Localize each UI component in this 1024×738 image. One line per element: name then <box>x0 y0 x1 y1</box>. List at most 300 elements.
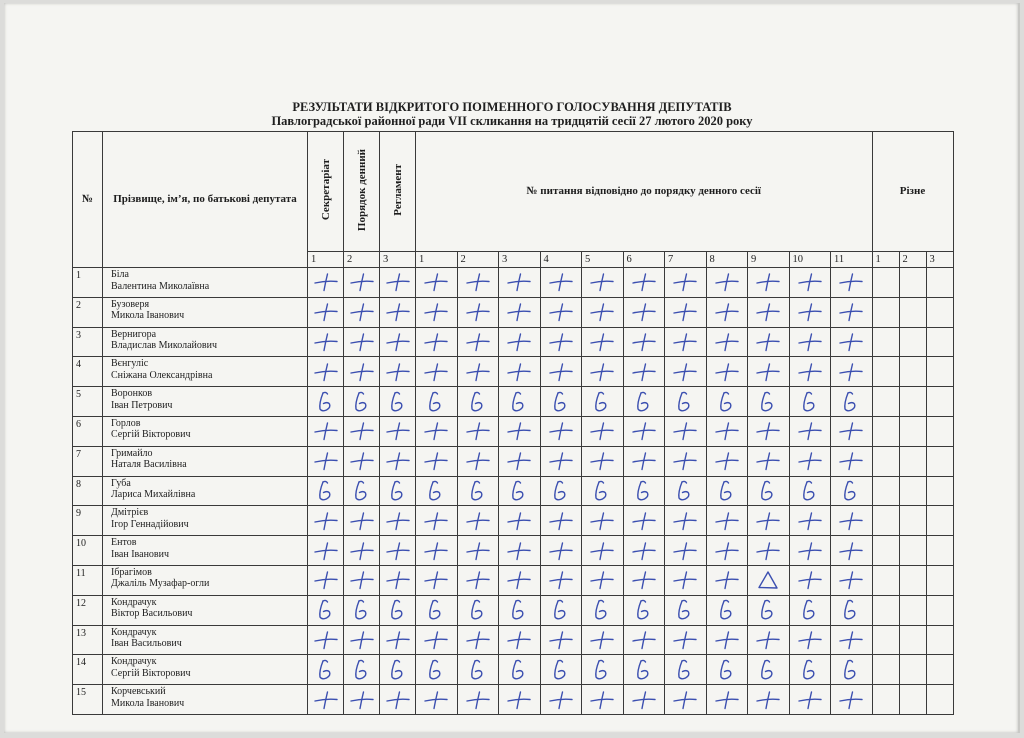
absent-mark <box>416 476 458 506</box>
deputy-surname: Дмітрієв <box>111 507 149 519</box>
absent-mark <box>831 655 873 685</box>
vote-for-mark <box>416 357 458 387</box>
deputy-surname: Воронков <box>111 388 153 400</box>
vote-for-mark <box>789 536 831 566</box>
deputy-name-cell <box>103 655 308 685</box>
vote-for-mark <box>748 506 790 536</box>
table-row <box>73 506 954 536</box>
vote-for-mark <box>457 565 499 595</box>
other-cell <box>872 565 899 595</box>
absent-mark <box>831 387 873 417</box>
vote-for-mark <box>748 446 790 476</box>
header-subnumber: 2 <box>899 252 926 268</box>
absent-mark <box>308 595 344 625</box>
vote-for-mark <box>582 685 624 715</box>
other-cell <box>899 685 926 715</box>
vote-for-mark <box>344 297 380 327</box>
absent-mark <box>308 387 344 417</box>
absent-mark <box>831 595 873 625</box>
vote-for-mark <box>831 297 873 327</box>
vote-for-mark <box>789 565 831 595</box>
vote-for-mark <box>499 416 541 446</box>
vote-for-mark <box>308 357 344 387</box>
deputy-surname: Гримайло <box>111 447 153 459</box>
absent-mark <box>623 387 665 417</box>
vote-for-mark <box>344 268 380 298</box>
other-cell <box>926 357 953 387</box>
header-subnumber: 1 <box>416 252 458 268</box>
vote-for-mark <box>380 327 416 357</box>
other-cell <box>872 446 899 476</box>
vote-for-mark <box>540 685 582 715</box>
vote-for-mark <box>416 506 458 536</box>
vote-for-mark <box>540 327 582 357</box>
vote-for-mark <box>540 297 582 327</box>
absent-mark <box>457 476 499 506</box>
header-subnumber: 3 <box>380 252 416 268</box>
deputy-surname: Вєнгуліс <box>111 358 149 370</box>
deputy-given-name: Віктор Васильович <box>111 608 193 620</box>
vote-for-mark <box>457 446 499 476</box>
absent-mark <box>499 595 541 625</box>
absent-mark <box>706 387 748 417</box>
vote-for-mark <box>831 357 873 387</box>
vote-for-mark <box>457 327 499 357</box>
vote-for-mark <box>582 297 624 327</box>
deputy-surname: Вернигора <box>111 328 157 340</box>
vote-for-mark <box>380 536 416 566</box>
other-cell <box>899 268 926 298</box>
vote-for-mark <box>380 625 416 655</box>
absent-mark <box>706 655 748 685</box>
other-cell <box>926 476 953 506</box>
deputy-name-cell <box>103 476 308 506</box>
header-subnumber: 9 <box>748 252 790 268</box>
deputy-name-cell <box>103 506 308 536</box>
other-cell <box>872 506 899 536</box>
header-subnumber: 2 <box>344 252 380 268</box>
vote-for-mark <box>706 268 748 298</box>
other-cell <box>899 506 926 536</box>
header-regulations <box>380 132 416 252</box>
other-cell <box>872 387 899 417</box>
deputy-surname: Кондрачук <box>111 656 157 668</box>
other-cell <box>872 655 899 685</box>
absent-mark <box>706 476 748 506</box>
other-cell <box>899 357 926 387</box>
vote-for-mark <box>665 446 707 476</box>
other-cell <box>872 268 899 298</box>
vote-for-mark <box>789 327 831 357</box>
vote-for-mark <box>831 327 873 357</box>
header-subnumber: 8 <box>706 252 748 268</box>
deputy-name-cell <box>103 536 308 566</box>
deputy-surname: Горлов <box>111 417 141 429</box>
vote-for-mark <box>308 625 344 655</box>
vote-for-mark <box>308 565 344 595</box>
vote-for-mark <box>831 565 873 595</box>
vote-for-mark <box>308 327 344 357</box>
vote-for-mark <box>665 268 707 298</box>
vote-for-mark <box>499 446 541 476</box>
vote-for-mark <box>344 327 380 357</box>
vote-for-mark <box>623 416 665 446</box>
vote-for-mark <box>499 625 541 655</box>
header-subnumber: 6 <box>623 252 665 268</box>
vote-for-mark <box>582 506 624 536</box>
vote-for-mark <box>831 536 873 566</box>
other-cell <box>926 536 953 566</box>
vote-for-mark <box>457 685 499 715</box>
absent-mark <box>416 387 458 417</box>
vote-for-mark <box>623 685 665 715</box>
row-number: 2 <box>73 297 103 327</box>
header-subnumber: 10 <box>789 252 831 268</box>
header-subnumber: 3 <box>926 252 953 268</box>
absent-mark <box>789 655 831 685</box>
vote-for-mark <box>665 327 707 357</box>
table-row <box>73 357 954 387</box>
vote-for-mark <box>706 416 748 446</box>
deputy-name-cell <box>103 625 308 655</box>
absent-mark <box>748 476 790 506</box>
deputy-given-name: Сергій Вікторович <box>111 429 191 441</box>
absent-mark <box>457 595 499 625</box>
vote-for-mark <box>499 297 541 327</box>
absent-mark <box>582 476 624 506</box>
vote-for-mark <box>665 536 707 566</box>
vote-for-mark <box>748 625 790 655</box>
absent-mark <box>623 655 665 685</box>
deputy-given-name: Ігор Геннадійович <box>111 518 189 530</box>
absent-mark <box>308 476 344 506</box>
vote-for-mark <box>540 536 582 566</box>
vote-for-mark <box>540 416 582 446</box>
absent-mark <box>416 655 458 685</box>
other-cell <box>872 297 899 327</box>
vote-for-mark <box>623 625 665 655</box>
vote-for-mark <box>457 357 499 387</box>
row-number: 1 <box>73 268 103 298</box>
vote-for-mark <box>789 357 831 387</box>
absent-mark <box>457 387 499 417</box>
other-cell <box>926 685 953 715</box>
vote-for-mark <box>457 506 499 536</box>
absent-mark <box>380 476 416 506</box>
other-cell <box>926 387 953 417</box>
vote-for-mark <box>499 685 541 715</box>
header-other: Різне <box>872 132 953 252</box>
deputy-surname: Корчевський <box>111 686 166 698</box>
deputy-name-cell <box>103 685 308 715</box>
deputy-given-name: Сергій Вікторович <box>111 667 191 679</box>
vote-for-mark <box>706 536 748 566</box>
other-cell <box>926 446 953 476</box>
vote-for-mark <box>623 565 665 595</box>
vote-for-mark <box>457 268 499 298</box>
deputy-given-name: Валентина Миколаївна <box>111 280 210 292</box>
vote-for-mark <box>499 536 541 566</box>
deputy-surname: Губа <box>111 477 131 489</box>
vote-for-mark <box>457 625 499 655</box>
vote-for-mark <box>499 357 541 387</box>
row-number: 12 <box>73 595 103 625</box>
vote-for-mark <box>665 565 707 595</box>
absent-mark <box>623 595 665 625</box>
vote-for-mark <box>623 357 665 387</box>
deputy-surname: Біла <box>111 269 129 280</box>
absent-mark <box>582 655 624 685</box>
header-subnumber: 3 <box>499 252 541 268</box>
document-subtitle: Павлоградської районної ради VII скликання на тридцятій сесії 27 лютого 2020 року <box>271 114 753 128</box>
absent-mark <box>540 476 582 506</box>
vote-for-mark <box>623 536 665 566</box>
table-body <box>73 268 954 715</box>
absent-mark <box>308 655 344 685</box>
vote-for-mark <box>789 446 831 476</box>
vote-for-mark <box>748 685 790 715</box>
table-row <box>73 685 954 715</box>
other-cell <box>926 268 953 298</box>
header-subnumber: 1 <box>308 252 344 268</box>
vote-for-mark <box>789 297 831 327</box>
vote-for-mark <box>540 565 582 595</box>
vote-for-mark <box>416 446 458 476</box>
vote-for-mark <box>540 625 582 655</box>
deputy-given-name: Микола Іванович <box>111 697 185 709</box>
row-number: 3 <box>73 327 103 357</box>
table-row <box>73 327 954 357</box>
row-number: 9 <box>73 506 103 536</box>
vote-for-mark <box>308 446 344 476</box>
vote-for-mark <box>748 357 790 387</box>
vote-for-mark <box>789 416 831 446</box>
vote-for-mark <box>344 536 380 566</box>
absent-mark <box>665 655 707 685</box>
deputy-given-name: Наталя Василівна <box>111 459 187 471</box>
vote-for-mark <box>706 685 748 715</box>
row-number: 15 <box>73 685 103 715</box>
deputy-name-cell <box>103 446 308 476</box>
deputy-surname: Ібрагімов <box>111 566 152 578</box>
vote-for-mark <box>582 268 624 298</box>
vote-for-mark <box>499 506 541 536</box>
vote-for-mark <box>416 685 458 715</box>
vote-for-mark <box>308 536 344 566</box>
other-cell <box>926 416 953 446</box>
header-regulations-label: Регламент <box>391 164 404 216</box>
absent-mark <box>344 476 380 506</box>
table-row <box>73 536 954 566</box>
other-cell <box>926 297 953 327</box>
vote-for-mark <box>582 327 624 357</box>
row-number: 13 <box>73 625 103 655</box>
vote-for-mark <box>308 268 344 298</box>
absent-mark <box>499 387 541 417</box>
absent-mark <box>665 595 707 625</box>
other-cell <box>926 565 953 595</box>
vote-for-mark <box>665 625 707 655</box>
absent-mark <box>789 387 831 417</box>
vote-for-mark <box>789 685 831 715</box>
vote-for-mark <box>540 357 582 387</box>
vote-for-mark <box>380 685 416 715</box>
absent-mark <box>748 655 790 685</box>
deputy-name-cell <box>103 357 308 387</box>
vote-for-mark <box>499 268 541 298</box>
vote-for-mark <box>380 297 416 327</box>
header-number: № <box>73 132 103 268</box>
vote-for-mark <box>623 268 665 298</box>
table-row <box>73 625 954 655</box>
absent-mark <box>344 595 380 625</box>
deputy-name-cell <box>103 565 308 595</box>
table-row <box>73 595 954 625</box>
absent-mark <box>665 476 707 506</box>
other-cell <box>899 297 926 327</box>
deputy-name-cell <box>103 595 308 625</box>
other-cell <box>899 476 926 506</box>
vote-for-mark <box>706 565 748 595</box>
vote-for-mark <box>344 625 380 655</box>
deputy-name-cell <box>103 327 308 357</box>
other-cell <box>926 625 953 655</box>
row-number: 10 <box>73 536 103 566</box>
other-cell <box>926 327 953 357</box>
table-row <box>73 565 954 595</box>
vote-for-mark <box>308 297 344 327</box>
table-row <box>73 297 954 327</box>
vote-for-mark <box>499 327 541 357</box>
vote-for-mark <box>665 297 707 327</box>
vote-for-mark <box>416 565 458 595</box>
vote-for-mark <box>344 357 380 387</box>
vote-for-mark <box>540 446 582 476</box>
vote-for-mark <box>380 357 416 387</box>
vote-for-mark <box>344 565 380 595</box>
row-number: 11 <box>73 565 103 595</box>
other-cell <box>926 655 953 685</box>
header-subnumber: 7 <box>665 252 707 268</box>
absent-mark <box>582 595 624 625</box>
other-cell <box>899 595 926 625</box>
deputy-given-name: Сніжана Олександрівна <box>111 369 213 381</box>
vote-for-mark <box>308 416 344 446</box>
vote-for-mark <box>831 446 873 476</box>
vote-for-mark <box>582 446 624 476</box>
vote-for-mark <box>748 416 790 446</box>
deputy-given-name: Іван Васильович <box>111 638 182 650</box>
vote-for-mark <box>706 297 748 327</box>
table-row <box>73 476 954 506</box>
row-number: 5 <box>73 387 103 417</box>
other-cell <box>872 685 899 715</box>
header-name: Прізвище, ім’я, по батькові депутата <box>103 132 308 268</box>
vote-for-mark <box>457 536 499 566</box>
table-row <box>73 268 954 298</box>
vote-for-mark <box>582 536 624 566</box>
vote-for-mark <box>582 416 624 446</box>
absent-mark <box>789 595 831 625</box>
absent-mark <box>416 595 458 625</box>
absent-mark <box>540 595 582 625</box>
vote-for-mark <box>623 327 665 357</box>
vote-for-mark <box>582 625 624 655</box>
deputy-given-name: Владислав Миколайович <box>111 340 217 352</box>
absent-mark <box>380 595 416 625</box>
vote-for-mark <box>416 536 458 566</box>
deputy-surname: Кондрачук <box>111 596 157 608</box>
vote-for-mark <box>416 416 458 446</box>
vote-for-mark <box>344 506 380 536</box>
vote-for-mark <box>706 506 748 536</box>
vote-for-mark <box>380 268 416 298</box>
other-cell <box>926 506 953 536</box>
other-cell <box>872 536 899 566</box>
vote-for-mark <box>623 506 665 536</box>
vote-for-mark <box>380 446 416 476</box>
deputy-name-cell <box>103 268 308 298</box>
deputy-surname: Бузоверя <box>111 298 150 310</box>
vote-for-mark <box>380 416 416 446</box>
vote-for-mark <box>308 506 344 536</box>
deputy-name-cell <box>103 416 308 446</box>
row-number: 6 <box>73 416 103 446</box>
absent-mark <box>540 387 582 417</box>
vote-for-mark <box>380 506 416 536</box>
other-cell <box>899 655 926 685</box>
absent-mark <box>582 387 624 417</box>
vote-for-mark <box>706 357 748 387</box>
row-number: 14 <box>73 655 103 685</box>
absent-mark <box>748 387 790 417</box>
vote-for-mark <box>831 625 873 655</box>
vote-for-mark <box>789 625 831 655</box>
header-subnumber: 5 <box>582 252 624 268</box>
vote-for-mark <box>416 297 458 327</box>
other-cell <box>899 387 926 417</box>
deputy-given-name: Іван Петрович <box>111 399 173 411</box>
vote-for-mark <box>416 625 458 655</box>
absent-mark <box>665 387 707 417</box>
absent-mark <box>344 655 380 685</box>
absent-mark <box>748 595 790 625</box>
vote-for-mark <box>623 297 665 327</box>
other-cell <box>872 476 899 506</box>
vote-for-mark <box>831 268 873 298</box>
table-row <box>73 416 954 446</box>
absent-mark <box>706 595 748 625</box>
absent-mark <box>789 476 831 506</box>
vote-for-mark <box>416 327 458 357</box>
header-subnumber: 4 <box>540 252 582 268</box>
absent-mark <box>623 476 665 506</box>
deputy-surname: Ентов <box>111 537 137 549</box>
other-cell <box>899 565 926 595</box>
other-cell <box>872 595 899 625</box>
header-subnumber: 1 <box>872 252 899 268</box>
header-subnumber: 2 <box>457 252 499 268</box>
deputy-given-name: Іван Іванович <box>111 548 170 560</box>
deputy-given-name: Микола Іванович <box>111 310 185 322</box>
vote-for-mark <box>665 357 707 387</box>
other-cell <box>926 595 953 625</box>
absent-mark <box>499 476 541 506</box>
abstain-mark <box>748 565 790 595</box>
header-subnumber: 11 <box>831 252 873 268</box>
vote-for-mark <box>540 506 582 536</box>
row-number: 7 <box>73 446 103 476</box>
